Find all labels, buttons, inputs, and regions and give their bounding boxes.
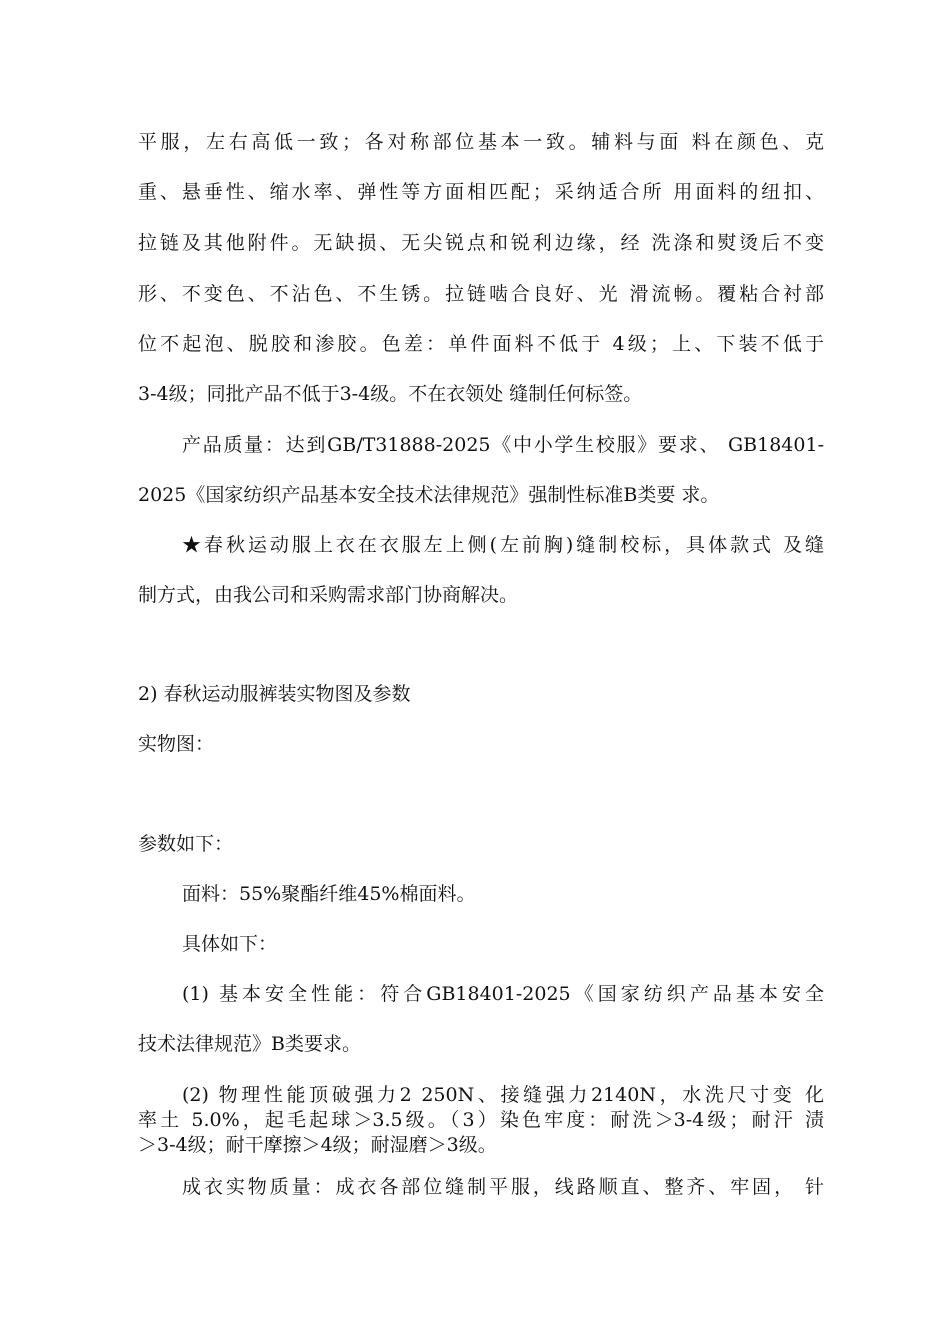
text-line: 2025《国家纺织产品基本安全技术法律规范》强制性标准B类要 求。 bbox=[138, 484, 720, 506]
text-line: 技术法律规范》B类要求。 bbox=[138, 1033, 361, 1055]
text-line: (1) 基本安全性能：符合GB18401-2025《国家纺织产品基本安全 bbox=[182, 983, 824, 1005]
text-line: ＞3-4级；耐干摩擦＞4级；耐湿磨＞3级。 bbox=[138, 1134, 497, 1156]
text-line: 率土 5.0%，起毛起球＞3.5级。（3）染色牢度：耐洗＞3-4级；耐汗 渍 bbox=[138, 1109, 824, 1131]
text-line: 制方式，由我公司和采购需求部门协商解决。 bbox=[138, 584, 519, 606]
fabric-spec: 面料：55%聚酯纤维45%棉面料。 bbox=[182, 883, 476, 905]
text-line: 产品质量：达到GB/T31888-2025《中小学生校服》要求、 GB18401- bbox=[182, 434, 824, 456]
photo-label: 实物图： bbox=[138, 733, 215, 755]
text-line: 形、不变色、不沾色、不生锈。拉链啮合良好、光 滑流畅。覆粘合衬部 bbox=[138, 283, 824, 305]
params-label: 参数如下： bbox=[138, 833, 234, 855]
text-line: ★春秋运动服上衣在衣服左上侧(左前胸)缝制校标，具体款式 及缝 bbox=[182, 534, 824, 556]
text-line: 重、悬垂性、缩水率、弹性等方面相匹配；采纳适合所 用面料的纽扣、 bbox=[138, 181, 824, 203]
text-line: 位不起泡、脱胶和渗胶。色差：单件面料不低于 4级；上、下装不低于 bbox=[138, 333, 824, 355]
text-line: 成衣实物质量：成衣各部位缝制平服，线路顺直、整齐、牢固， 针 bbox=[182, 1176, 824, 1198]
details-label: 具体如下： bbox=[182, 933, 278, 955]
text-line: 拉链及其他附件。无缺损、无尖锐点和锐利边缘，经 洗涤和熨烫后不变 bbox=[138, 232, 824, 254]
text-line: 平服，左右高低一致；各对称部位基本一致。辅料与面 料在颜色、克 bbox=[138, 131, 824, 153]
text-line: (2) 物理性能顶破强力2 250N、接缝强力2140N，水洗尺寸变 化 bbox=[182, 1084, 824, 1106]
text-line: 3-4级；同批产品不低于3-4级。不在衣领处 缝制任何标签。 bbox=[138, 383, 643, 405]
section-heading: 2) 春秋运动服裤装实物图及参数 bbox=[138, 683, 411, 705]
